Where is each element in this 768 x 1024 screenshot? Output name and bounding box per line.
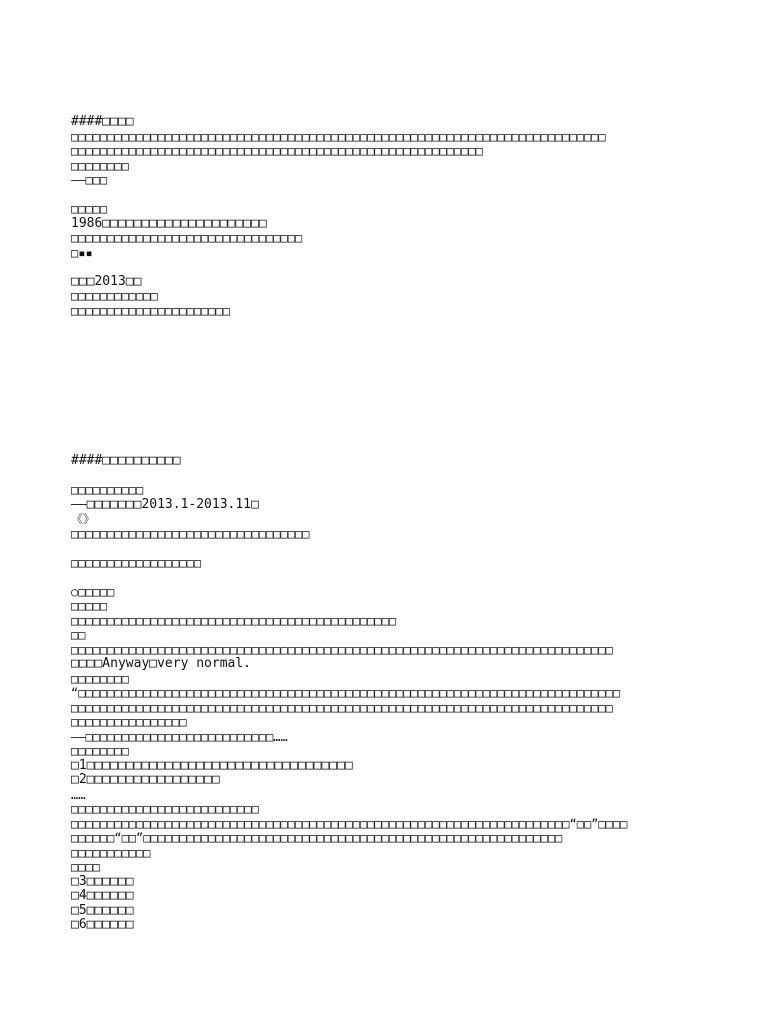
text-line: □□□□□□□□□□□□□□□□□□□□□□□□□□□□□□□□□□□□□□□□□□□□□□□□□□□□□□□□□ bbox=[71, 144, 483, 158]
section-one bbox=[71, 115, 731, 318]
text-line: □□□□□□□□ bbox=[71, 158, 129, 173]
blank-line bbox=[71, 570, 731, 585]
section-one-body bbox=[71, 130, 731, 319]
text-line: □□□□□□□□□□□□□□□□□□□□□□□□□□□□□□□□ bbox=[71, 231, 303, 245]
text-line: □1□□□□□□□□□□□□□□□□□□□□□□□□□□□□□□□□□□ bbox=[71, 758, 353, 773]
text-line: □□□□□□□□□□□□□□□□ bbox=[71, 715, 187, 729]
text-line: □□□□□ bbox=[71, 599, 108, 613]
text-line: □□□□□□□□□□□□□□□□□□ bbox=[71, 555, 202, 570]
section-two-body bbox=[71, 469, 731, 933]
section-two-heading: ####□□□□□□□□□□ bbox=[71, 454, 181, 468]
text-line: …… bbox=[71, 787, 86, 802]
blank-line bbox=[71, 469, 731, 484]
text-line: □5□□□□□□ bbox=[71, 903, 134, 918]
text-line: □□□□□□□□□□□□□□□□□□□□□□□□□□□□□□□□□□□□□□□□□□□□□□□□□□□□□□□□□□□□□□□□□□□□□□□□□□ bbox=[71, 129, 606, 144]
text-line: □□□□Anyway□very normal. bbox=[71, 657, 252, 671]
text-line: □2□□□□□□□□□□□□□□□□□ bbox=[71, 773, 220, 787]
text-line: □6□□□□□□ bbox=[71, 918, 134, 932]
text-line: ——□□□□□□□□□□□□□□□□□□□□□□□□□□…… bbox=[71, 729, 288, 744]
text-line: □4□□□□□□ bbox=[71, 889, 134, 903]
text-line: □□□□□□□□ bbox=[71, 744, 129, 758]
text-line: □□□□□□□□□□□□□□□□□□□□□□□□□□ bbox=[71, 802, 259, 816]
text-line: □□□□□□□□ bbox=[71, 671, 129, 686]
text-line: 《》 bbox=[71, 512, 96, 526]
text-line: “□□□□□□□□□□□□□□□□□□□□□□□□□□□□□□□□□□□□□□□□□□□□□□□□□□□□□□□□□□□□□□□□□□□□□□□□□□□ bbox=[71, 686, 621, 700]
text-line: □□□□□□□□□□□□ bbox=[71, 289, 158, 303]
text-line: □□□□□ bbox=[71, 202, 108, 216]
text-line: ——□□□ bbox=[71, 173, 108, 187]
text-line: □□ bbox=[71, 628, 86, 642]
section-one-heading: ####□□□□ bbox=[71, 115, 134, 129]
blank-line bbox=[71, 541, 731, 556]
text-line: □□□□□□□□□□□□□□□□□□□□□□□□□□□□□□□□□□□□□□□□□□□□□□□□□□□□□□□□□□□□□□□□□□□□□□□□□□□ bbox=[71, 642, 613, 657]
text-line: □□□2013□□ bbox=[71, 274, 142, 289]
blank-line bbox=[71, 188, 731, 203]
text-line: □□□□□□□□□□□□□□□□□□□□□□□□□□□□□□□□□□□□□□□□□□□□□□□□□□□□□□□□□□□□□□□□□□□□□“□□”□□□□ bbox=[71, 816, 628, 831]
text-line: □3□□□□□□ bbox=[71, 874, 134, 889]
text-line: □▪▪ bbox=[71, 245, 93, 260]
text-line: 1986□□□□□□□□□□□□□□□□□□□□□ bbox=[71, 216, 267, 231]
text-line: ○□□□□□ bbox=[71, 584, 115, 599]
text-line: □□□□□□□□□□□□□□□□□□□□□□□□□□□□□□□□□□□□□□□□□□□□□□□□□□□□□□□□□□□□□□□□□□□□□□□□□□□ bbox=[71, 700, 613, 715]
blank-line bbox=[71, 260, 731, 275]
text-line: □□□□□□□□□□□□□□□□□□□□□□□□□□□□□□□□□□□□□□□□□□□□□ bbox=[71, 613, 397, 628]
text-line: □□□□□□“□□”□□□□□□□□□□□□□□□□□□□□□□□□□□□□□□□□□□□□□□□□□□□□□□□□□□□□□□□□□□ bbox=[71, 831, 563, 845]
text-line: □□□□□□□□□□□□□□□□□□□□□□ bbox=[71, 303, 230, 318]
section-two bbox=[71, 454, 731, 933]
text-line: ——□□□□□□□2013.1-2013.11□ bbox=[71, 497, 259, 512]
text-line: □□□□□□□□□□□□□□□□□□□□□□□□□□□□□□□□□ bbox=[71, 526, 310, 541]
text-line: □□□□□□□□□□□ bbox=[71, 845, 151, 860]
text-line: □□□□□□□□□□ bbox=[71, 483, 144, 497]
text-line: □□□□ bbox=[71, 860, 100, 874]
